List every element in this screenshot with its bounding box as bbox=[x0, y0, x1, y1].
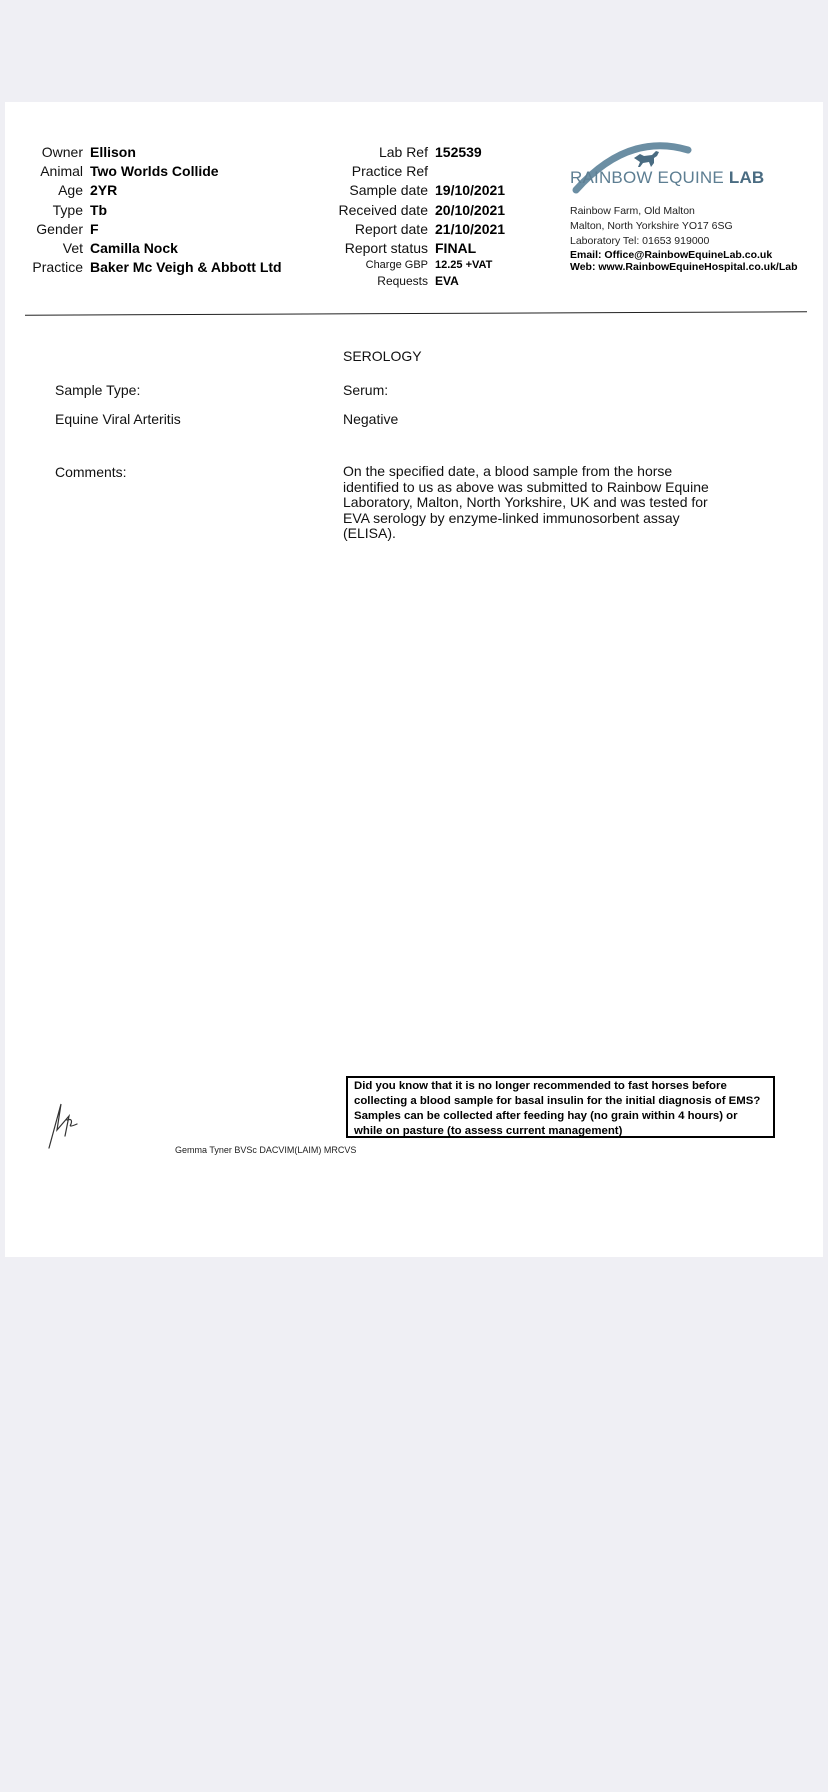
animal-value: Two Worlds Collide bbox=[90, 162, 219, 179]
charge-label: Charge GBP bbox=[365, 259, 428, 272]
requests-row bbox=[245, 273, 545, 290]
comments-label: Comments: bbox=[55, 464, 127, 480]
header-divider bbox=[25, 311, 807, 315]
logo-text-light: RAINBOW EQUINE bbox=[570, 168, 729, 187]
ems-notice-box: Did you know that it is no longer recommended to fast horses before collecting a blood sample for basal insulin for the initial diagnosis of EMS? Samples can be collected after feeding hay (no grain within 4 hours) or while on pasture (to assess current management) bbox=[346, 1076, 775, 1138]
type-label: Type bbox=[52, 201, 83, 218]
report-date-value: 21/10/2021 bbox=[435, 220, 506, 237]
report-date-row bbox=[245, 219, 545, 238]
lab-ref-value: 152539 bbox=[435, 143, 482, 160]
owner-label: Owner bbox=[41, 143, 83, 160]
section-title: SEROLOGY bbox=[343, 348, 422, 364]
test-result: Negative bbox=[343, 411, 399, 427]
owner-value: Ellison bbox=[90, 143, 136, 160]
comments-text: On the specified date, a blood sample from the horse identified to us as above was submitted to Rainbow Equine Laboratory, Malton, North Yorkshire, UK and was tested for EVA serology by enzyme-linked immunosorbent assay (ELISA). bbox=[343, 463, 709, 541]
requests-value: EVA bbox=[435, 274, 459, 289]
practice-ref-label: Practice Ref bbox=[351, 162, 428, 179]
gender-value: F bbox=[90, 220, 99, 237]
gender-label: Gender bbox=[36, 220, 83, 237]
charge-value: 12.25 +VAT bbox=[435, 259, 493, 272]
charge-row bbox=[245, 258, 545, 273]
sample-date-row bbox=[245, 181, 545, 200]
signature bbox=[47, 1092, 97, 1152]
vet-value: Camilla Nock bbox=[90, 240, 178, 257]
report-page bbox=[5, 102, 823, 1257]
received-date-row bbox=[245, 200, 545, 219]
lab-address bbox=[570, 204, 798, 273]
received-date-value: 20/10/2021 bbox=[435, 201, 506, 218]
report-status-value: FINAL bbox=[435, 240, 477, 257]
sample-date-value: 19/10/2021 bbox=[435, 182, 506, 199]
lab-ref-row bbox=[245, 142, 545, 161]
practice-label: Practice bbox=[32, 259, 83, 276]
lab-logo-text bbox=[570, 168, 764, 188]
test-label: Equine Viral Arteritis bbox=[55, 411, 181, 427]
lab-telephone: Laboratory Tel: 01653 919000 bbox=[570, 235, 710, 247]
logo-text-bold: LAB bbox=[728, 168, 765, 187]
age-value: 2YR bbox=[90, 182, 118, 199]
lab-ref-label: Lab Ref bbox=[378, 143, 428, 160]
sample-type-value: Serum: bbox=[343, 382, 389, 398]
lab-web: Web: www.RainbowEquineHospital.co.uk/Lab bbox=[570, 261, 798, 273]
report-status-row bbox=[245, 238, 545, 257]
address-line-1: Rainbow Farm, Old Malton bbox=[570, 205, 695, 217]
vet-label: Vet bbox=[62, 240, 83, 257]
sample-type-label: Sample Type: bbox=[55, 382, 141, 398]
report-details bbox=[245, 142, 545, 290]
report-status-label: Report status bbox=[344, 240, 428, 257]
report-date-label: Report date bbox=[354, 220, 428, 237]
signer-name: Gemma Tyner BVSc DACVIM(LAIM) MRCVS bbox=[175, 1145, 357, 1155]
age-label: Age bbox=[58, 182, 83, 199]
type-value: Tb bbox=[90, 201, 108, 218]
requests-label: Requests bbox=[377, 274, 428, 289]
practice-value: Baker Mc Veigh & Abbott Ltd bbox=[90, 259, 282, 276]
sample-date-label: Sample date bbox=[349, 182, 428, 199]
practice-ref-row bbox=[245, 161, 545, 180]
lab-email: Email: Office@RainbowEquineLab.co.uk bbox=[570, 249, 773, 261]
received-date-label: Received date bbox=[338, 201, 428, 218]
address-line-2: Malton, North Yorkshire YO17 6SG bbox=[570, 220, 733, 232]
animal-label: Animal bbox=[40, 162, 83, 179]
